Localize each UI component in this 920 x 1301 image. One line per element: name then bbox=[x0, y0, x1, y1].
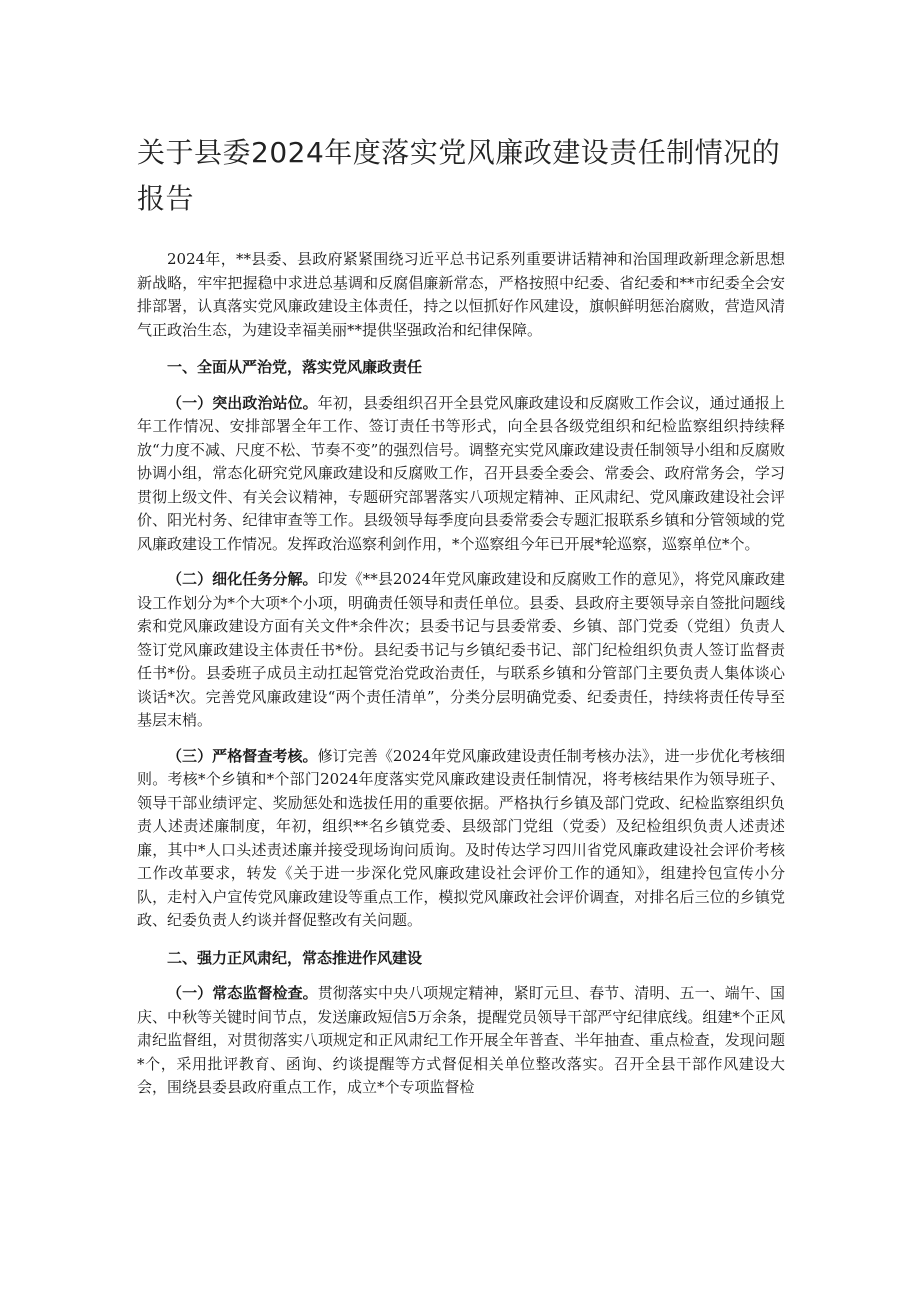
title-line-2: 报告 bbox=[137, 182, 195, 215]
item-lead: （一）突出政治站位。 bbox=[167, 393, 318, 412]
item-body: 印发《**县2024年党风廉政建设和反腐败工作的意见》，将党风廉政建设工作划分为*个大项*个小项，明确责任领导和责任单位。县委、县政府主要领导亲自签批问题线索和党风廉政建设方面有关文件*余件次；县委书记与县委常委、乡镇、部门党委（党组）负责人签订党风廉政建设主体责任书*份。县纪委书记与乡镇纪委书记、部门纪检组织负责人签订监督责任书*份。县委班子成员主动扛起管党治党政治责任，与联系乡镇和分管部门主要负责人集体谈心谈话*次。完善党风廉政建设“两个责任清单”，分类分层明确党委、纪委责任，持续将责任传导至基层末梢。 bbox=[137, 570, 785, 729]
section-2-item-1 bbox=[137, 982, 785, 1100]
item-lead: （二）细化任务分解。 bbox=[167, 570, 318, 588]
intro-paragraph: 2024年，**县委、县政府紧紧围绕习近平总书记系列重要讲话精神和治国理政新理念新思想新战略，牢牢把握稳中求进总基调和反腐倡廉新常态，严格按照中纪委、省纪委和**市纪委全会安排部署，认真落实党风廉政建设主体责任，持之以恒抓好作风建设，旗帜鲜明惩治腐败，营造风清气正政治生态，为建设幸福美丽**提供坚强政治和纪律保障。 bbox=[137, 250, 785, 339]
item-lead: （一）常态监督检查。 bbox=[167, 984, 318, 1002]
document-page bbox=[137, 0, 785, 1100]
document-title bbox=[137, 130, 785, 222]
section-1-heading: 一、全面从严治党，落实党风廉政责任 bbox=[167, 358, 423, 376]
section-1-item-3 bbox=[137, 745, 785, 933]
title-line-1: 关于县委2024年度落实党风廉政建设责任制情况的 bbox=[137, 136, 781, 169]
section-1-item-1 bbox=[137, 392, 785, 557]
item-lead: （三）严格督查考核。 bbox=[167, 746, 318, 765]
item-body: 年初，县委组织召开全县党风廉政建设和反腐败工作会议，通过通报上年工作情况、安排部署全年工作、签订责任书等形式，向全县各级党组织和纪检监察组织持续释放“力度不减、尺度不松、节奏不变”的强烈信号。调整充实党风廉政建设责任制领导小组和反腐败协调小组，常态化研究党风廉政建设和反腐败工作，召开县委全委会、常委会、政府常务会，学习贯彻上级文件、有关会议精神，专题研究部署落实八项规定精神、正风肃纪、党风廉政建设社会评价、阳光村务、纪律审查等工作。县级领导每季度向县委常委会专题汇报联系乡镇和分管领域的党风廉政建设工作情况。发挥政治巡察利剑作用，*个巡察组今年已开展*轮巡察，巡察单位*个。 bbox=[137, 393, 785, 553]
section-1-item-2 bbox=[137, 568, 785, 733]
item-body: 贯彻落实中央八项规定精神，紧盯元旦、春节、清明、五一、端午、国庆、中秋等关键时间节点，发送廉政短信5万余条，提醒党员领导干部严守纪律底线。组建*个正风肃纪监督组，对贯彻落实八项规定和正风肃纪工作开展全年普查、半年抽查、重点检查，发现问题*个，采用批评教育、函询、约谈提醒等方式督促相关单位整改落实。召开全县干部作风建设大会，围绕县委县政府重点工作，成立*个专项监督检 bbox=[137, 984, 785, 1096]
section-2-heading: 二、强力正风肃纪，常态推进作风建设 bbox=[167, 948, 423, 967]
item-body: 修订完善《2024年党风廉政建设责任制考核办法》，进一步优化考核细则。考核*个乡镇和*个部门2024年度落实党风廉政建设责任制情况，将考核结果作为领导班子、领导干部业绩评定、奖励惩处和选拔任用的重要依据。严格执行乡镇及部门党政、纪检监察组织负责人述责述廉制度，年初，组织**名乡镇党委、县级部门党组（党委）及纪检组织负责人述责述廉，其中*人口头述责述廉并接受现场询问质询。及时传达学习四川省党风廉政建设社会评价考核工作改革要求，转发《关于进一步深化党风廉政建设社会评价工作的通知》，组建拎包宣传小分队，走村入户宣传党风廉政建设等重点工作，模拟党风廉政社会评价调查，对排名后三位的乡镇党政、纪委负责人约谈并督促整改有关问题。 bbox=[137, 746, 785, 929]
